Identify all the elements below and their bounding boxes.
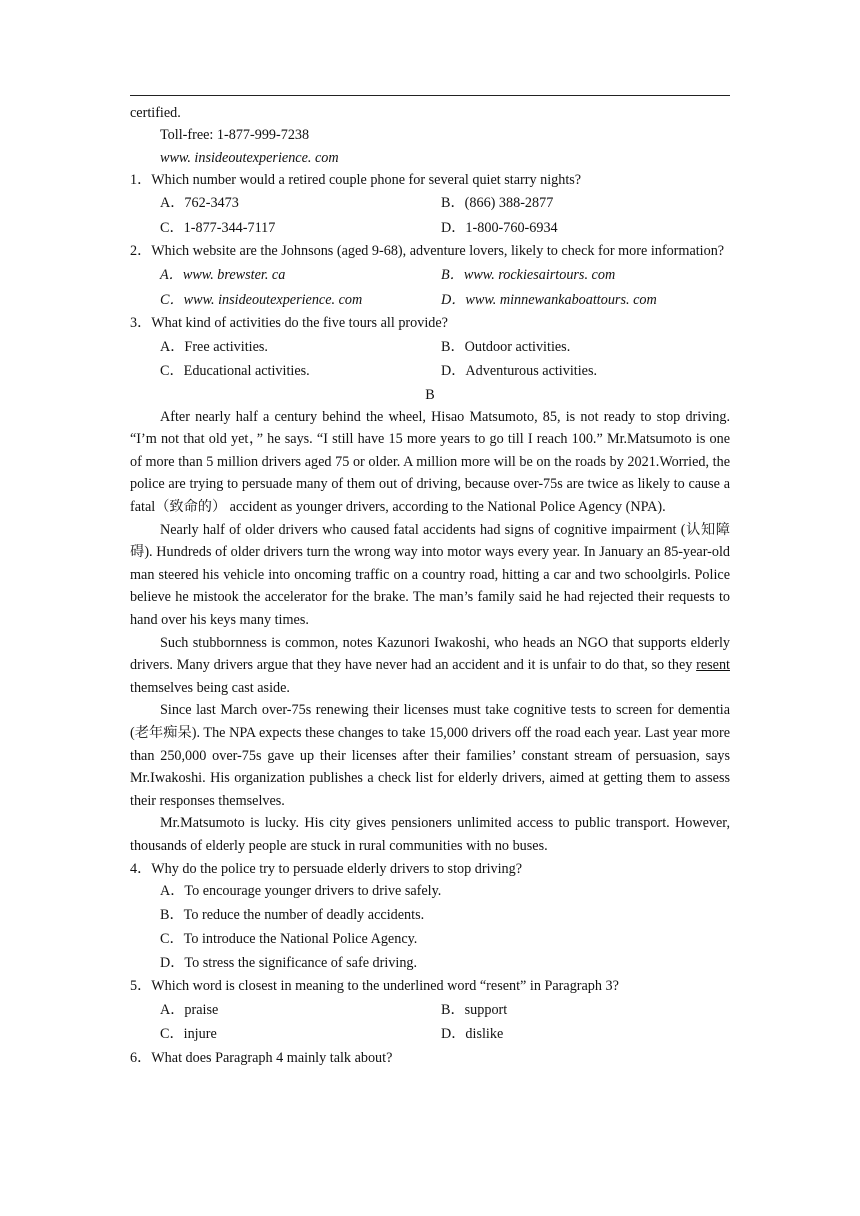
question-2: 2．Which website are the Johnsons (aged 9-68), adventure lovers, likely to check for more information?	[130, 243, 725, 260]
option-5a: A．praise	[160, 1001, 219, 1018]
option-2b: B．www. rockiesairtours. com	[441, 267, 616, 284]
option-3a: A．Free activities.	[160, 338, 268, 355]
question-4: 4．Why do the police try to persuade elderly drivers to stop driving?	[130, 860, 523, 877]
paragraph-3-end: themselves being cast aside.	[130, 679, 290, 696]
question-3-options	[130, 335, 730, 384]
option-2a: A．www. brewster. ca	[160, 267, 286, 284]
paragraph-3	[130, 632, 730, 700]
question-6: 6．What does Paragraph 4 mainly talk about?	[130, 1049, 393, 1066]
question-2-options	[130, 263, 730, 312]
question-5: 5．Which word is closest in meaning to the underlined word “resent” in Paragraph 3?	[130, 978, 619, 995]
option-3c: C．Educational activities.	[160, 363, 310, 380]
option-1a: A．762-3473	[160, 195, 239, 212]
option-3d: D．Adventurous activities.	[441, 363, 598, 380]
document-content	[130, 102, 730, 1070]
option-5c: C．injure	[160, 1026, 217, 1043]
option-3b: B．Outdoor activities.	[441, 338, 571, 355]
question-5-options	[130, 998, 730, 1047]
paragraph-4: Since last March over-75s renewing their licenses must take cognitive tests to screen for dementia (老年痴呆). The NPA expects these changes to take 15,000 drivers off the road each year. Last year more than 250,000 over-75s gave up their licenses after their families’ constant stream of persuasion, says Mr.Iwakoshi. His organization publishes a check list for elderly drivers, aimed at getting them to assess their responses themselves.	[130, 702, 730, 809]
option-2d: D．www. minnewankaboattours. com	[441, 291, 657, 308]
text-tollfree: Toll-free: 1-877-999-7238	[160, 127, 310, 144]
paragraph-1: After nearly half a century behind the wheel, Hisao Matsumoto, 85, is not ready to stop driving. “I’m not that old yet，” he says. “I still have 15 more years to go till I reach 100.” Mr.Matsumoto is one of more than 5 million drivers aged 75 or older. A million more will be on the roads by 2021.Worried, the police are trying to persuade many of them out of driving, because over-75s are twice as likely to cause a fatal（致命的） accident as younger drivers, according to the National Police Agency (NPA).	[130, 408, 730, 516]
section-heading: B	[425, 386, 435, 403]
underlined-word: resent	[696, 657, 730, 674]
question-3: 3．What kind of activities do the five tours all provide?	[130, 315, 448, 332]
option-5d: D．dislike	[441, 1026, 504, 1043]
paragraph-5: Mr.Matsumoto is lucky. His city gives pensioners unlimited access to public transport. However, thousands of elderly people are stuck in rural communities with no buses.	[130, 815, 730, 854]
option-5b: B．support	[441, 1001, 508, 1018]
text-certified: certified.	[130, 105, 181, 121]
paragraph-2: Nearly half of older drivers who caused fatal accidents had signs of cognitive impairment (认知障碍). Hundreds of older drivers turn the wrong way into motor ways every year. In January an 85-year-old man steered his vehicle into oncoming traffic on a country road, hitting a car and two schoolgirls. Police believe he mistook the accelerator for the brake. The man’s family said he had rejected their requests to hand over his keys many times.	[130, 521, 730, 629]
option-1d: D．1-800-760-6934	[441, 219, 558, 236]
header-rule	[130, 95, 730, 96]
question-1-options	[130, 191, 730, 240]
option-4d: D．To stress the significance of safe driving.	[160, 954, 418, 971]
question-1: 1．Which number would a retired couple phone for several quiet starry nights?	[130, 171, 582, 188]
option-4a: A．To encourage younger drivers to drive safely.	[160, 883, 442, 900]
option-1c: C．1-877-344-7117	[160, 219, 276, 236]
option-2c: C．www. insideoutexperience. com	[160, 291, 363, 308]
question-4-options	[130, 880, 730, 975]
text-website: www. insideoutexperience. com	[160, 149, 339, 166]
option-4c: C．To introduce the National Police Agency.	[160, 930, 418, 947]
paragraph-3-start: Such stubbornness is common, notes Kazunori Iwakoshi, who heads an NGO that supports elderly drivers. Many drivers argue that they have never had an accident and it is unfair to do that, so they	[130, 634, 730, 674]
option-4b: B．To reduce the number of deadly accidents.	[160, 906, 425, 923]
option-1b: B．(866) 388-2877	[441, 195, 554, 212]
